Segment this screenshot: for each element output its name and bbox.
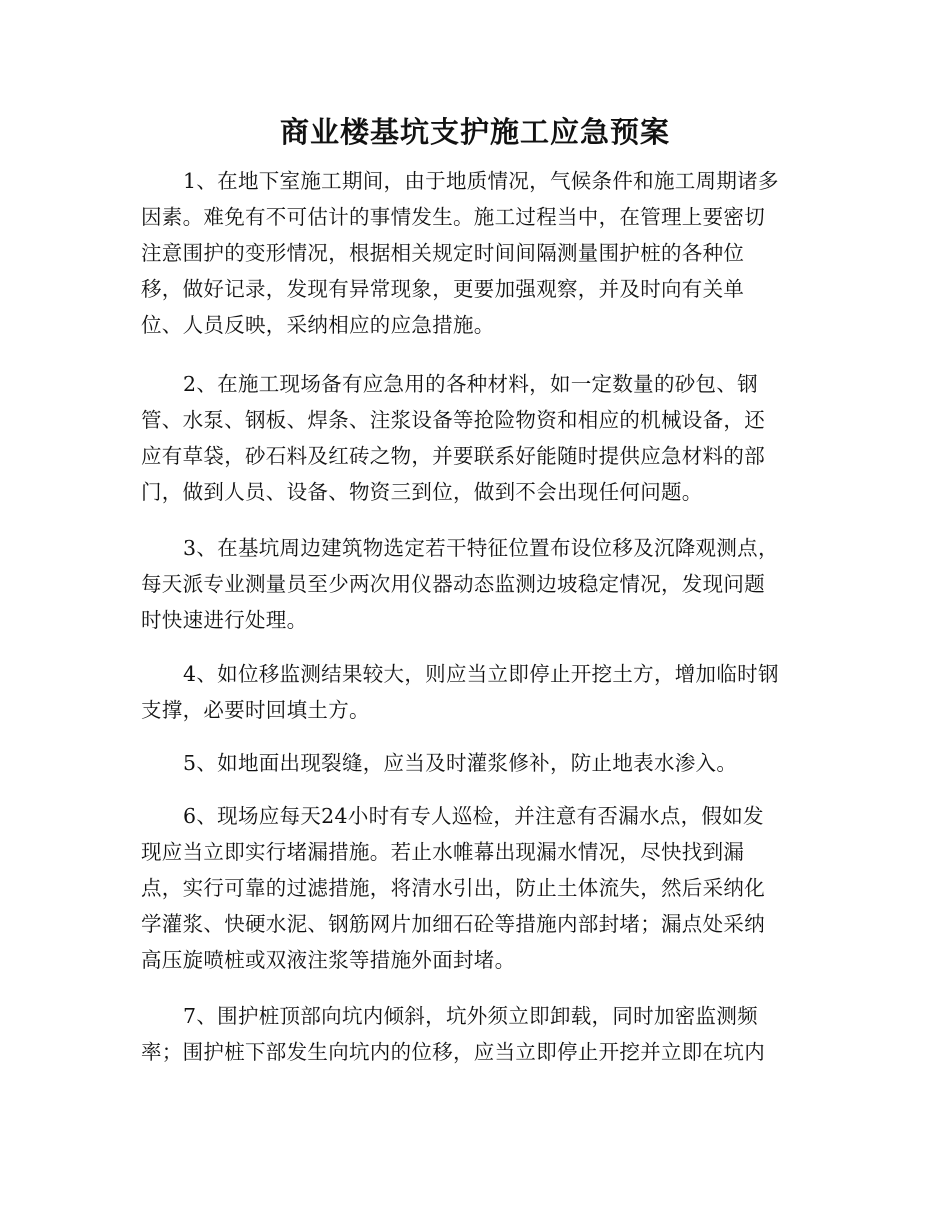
paragraph-2 [141,366,765,510]
text-line: 4、如位移监测结果较大，则应当立即停止开挖土方，增加临时钢 [183,662,779,686]
text-line: 6、现场应每天24小时有专人巡检，并注意有否漏水点，假如发 [183,804,764,828]
text-line: 移，做好记录，发现有异常现象，更要加强观察，并及时向有关单 [141,277,745,301]
text-line: 率；围护桩下部发生向坑内的位移，应当立即停止开挖并立即在坑内 [141,1040,765,1064]
text-line: 因素。难免有不可估计的事情发生。施工过程当中，在管理上要密切 [141,205,765,229]
text-line: 2、在施工现场备有应急用的各种材料，如一定数量的砂包、钢 [183,372,758,396]
paragraph-6 [141,798,765,978]
text-line: 现应当立即实行堵漏措施。若止水帷幕出现漏水情况，尽快找到漏 [141,840,745,864]
text-line: 3、在基坑周边建筑物选定若干特征位置布设位移及沉降观测点， [183,536,779,560]
text-line: 学灌浆、快硬水泥、钢筋网片加细石砼等措施内部封堵；漏点处采纳 [141,912,765,936]
paragraph-7 [141,998,765,1070]
text-line: 管、水泵、钢板、焊条、注浆设备等抢险物资和相应的机械设备，还 [141,408,765,432]
document-title: 商业楼基坑支护施工应急预案 [279,115,670,149]
text-line: 点，实行可靠的过滤措施，将清水引出，防止土体流失，然后采纳化 [141,876,765,900]
text-line: 每天派专业测量员至少两次用仪器动态监测边坡稳定情况，发现问题 [141,572,765,596]
text-line: 7、围护桩顶部向坑内倾斜，坑外须立即卸载，同时加密监测频 [183,1004,758,1028]
paragraph-5 [141,745,737,781]
text-line: 应有草袋，砂石料及红砖之物，并要联系好能随时提供应急材料的部 [141,444,765,468]
paragraph-3 [141,530,779,638]
text-line: 1、在地下室施工期间，由于地质情况，气候条件和施工周期诸多 [183,169,779,193]
text-line: 注意围护的变形情况，根据相关规定时间间隔测量围护桩的各种位 [141,241,745,265]
text-line: 门，做到人员、设备、物资三到位，做到不会出现任何问题。 [141,480,703,504]
text-line: 高压旋喷桩或双液注浆等措施外面封堵。 [141,948,516,972]
text-line: 5、如地面出现裂缝，应当及时灌浆修补，防止地表水渗入。 [183,751,738,775]
text-line: 支撑，必要时回填土方。 [141,698,370,722]
paragraph-1 [141,163,779,343]
text-line: 时快速进行处理。 [141,608,308,632]
text-line: 位、人员反映，采纳相应的应急措施。 [141,313,495,337]
paragraph-4 [141,656,779,728]
